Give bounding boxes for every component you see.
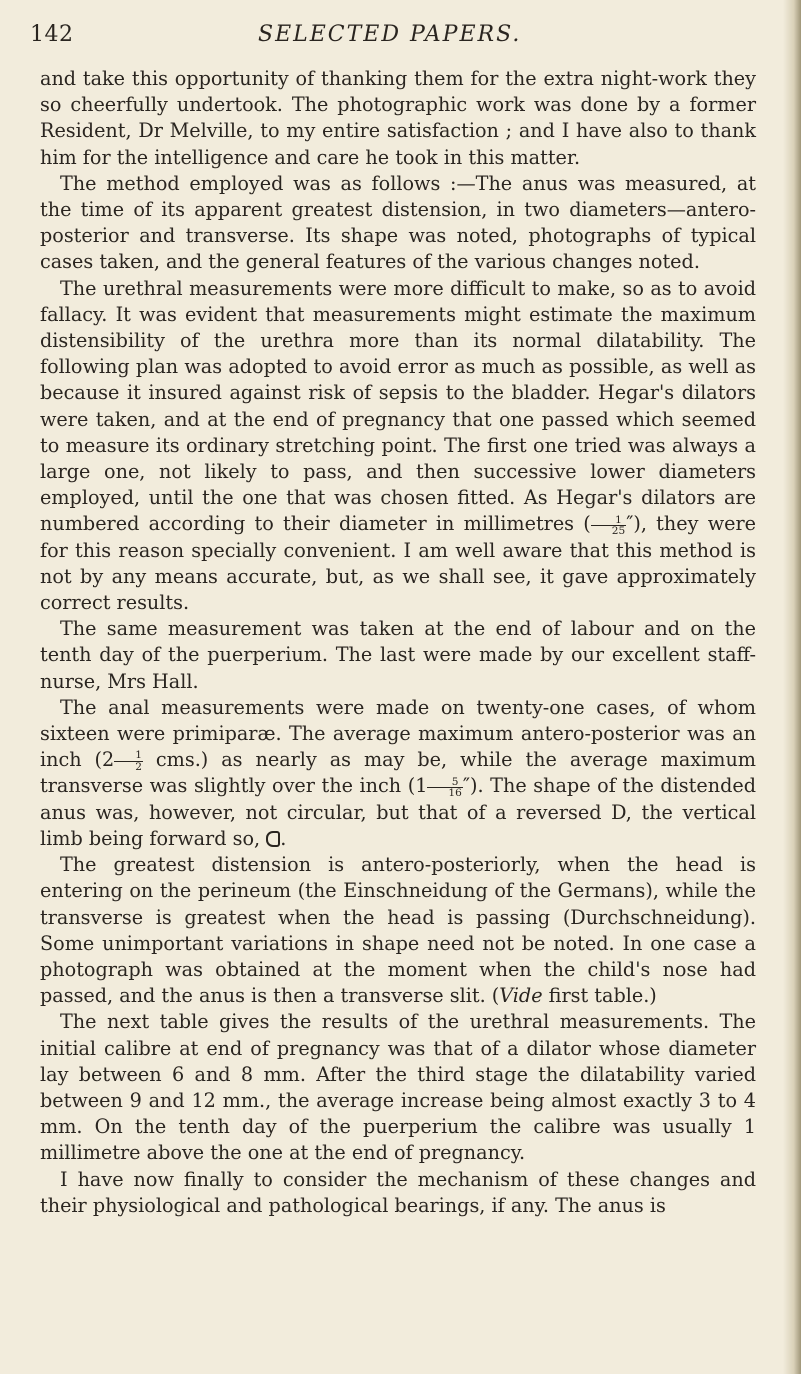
fraction-denominator: 25 [611,525,626,538]
fraction [427,777,462,799]
paragraph-text: The method employed was as follows :—The anus was measured, at the time of its apparent greatest distension, in two diameters—antero-posterior and transverse. Its shape was noted, photographs of typical cases taken, and the general features of the various changes noted. [40,171,756,274]
paragraph [40,171,756,276]
paragraph [40,695,756,852]
period: . [280,826,287,850]
page-edge-shadow [783,0,801,1374]
running-head: SELECTED PAPERS. [258,22,522,47]
vide-italic: Vide [499,984,543,1008]
paragraph [40,1167,756,1219]
fraction-numerator: 1 [114,750,143,762]
inch-mark: ″ [626,512,634,536]
fraction-numerator: 1 [591,515,626,527]
page-number: 142 [30,22,74,47]
inch-mark: ″ [462,774,470,798]
fraction-denominator: 16 [448,787,462,800]
paragraph [40,276,756,617]
paragraph-text: first table.) [542,984,657,1008]
paragraph [40,66,756,171]
paragraph-text: I have now finally to consider the mechanism of these changes and their physiological and pathological bearings, if any. The anus is [40,1167,756,1217]
paragraph [40,1009,756,1166]
paragraph-text: ), they were for this reason specially convenient. I am well aware that this method is not by any means accurate, but, as we shall see, it gave approximately correct results. [40,512,756,615]
paragraph-text: cms.) as nearly as may be, while the average maximum transverse was slightly over the inch (1 [40,748,756,798]
fraction-denominator: 2 [135,760,142,773]
fraction-numerator: 5 [427,777,462,789]
reversed-d-icon [266,831,280,847]
paragraph [40,852,756,1009]
paragraph-text: The same measurement was taken at the end of labour and on the tenth day of the puerperium. The last were made by our excellent staff-nurse, Mrs Hall. [40,617,756,693]
page-header [0,20,801,54]
paragraph [40,616,756,695]
paragraph-text: The next table gives the results of the urethral measurements. The initial calibre at end of pregnancy was that of a dilator whose diameter lay between 6 and 8 mm. After the third stage the dilatability varied between 9 and 12 mm., the average increase being almost exactly 3 to 4 mm. On the tenth day of the puerperium the calibre was usually 1 millimetre above the one at the end of pregnancy. [40,1010,756,1165]
paragraph-text: and take this opportunity of thanking them for the extra night-work they so cheerfully undertook. The photographic work was done by a former Resident, Dr Melville, to my entire satisfaction ; and I have also to thank him for the intelligence and care he took in this matter. [40,67,756,169]
fraction [114,750,143,772]
paragraph-text: The greatest distension is antero-posteriorly, when the head is entering on the perineum (the Einschneidung of the Germans), while the transverse is greatest when the head is passing (Durchschneidung). Some unimportant variations in shape need not be noted. In one case a photograph was obtained at the moment when the child's nose had passed, and the anus is then a transverse slit. ( [40,853,756,1008]
paragraph-text: ). The shape of the distended anus was, however, not circular, but that of a reversed D, the vertical limb being forward so, [40,774,756,850]
fraction [591,515,626,537]
body-text [40,66,756,1219]
paragraph-text: The anal measurements were made on twenty-one cases, of whom sixteen were primiparæ. The average maximum antero-posterior was an inch (2 [40,695,756,772]
paragraph-text: The urethral measurements were more difficult to make, so as to avoid fallacy. It was evident that measurements might estimate the maximum distensibility of the urethra more than its normal dilatability. The following plan was adopted to avoid error as much as possible, as well as because it insured against risk of sepsis to the bladder. Hegar's dilators were taken, and at the end of pregnancy that one passed which seemed to measure its ordinary stretching point. The first one tried was always a large one, not likely to pass, and then successive lower diameters employed, until the one that was chosen fitted. As Hegar's dilators are numbered according to their diameter in millimetres ( [40,276,756,536]
